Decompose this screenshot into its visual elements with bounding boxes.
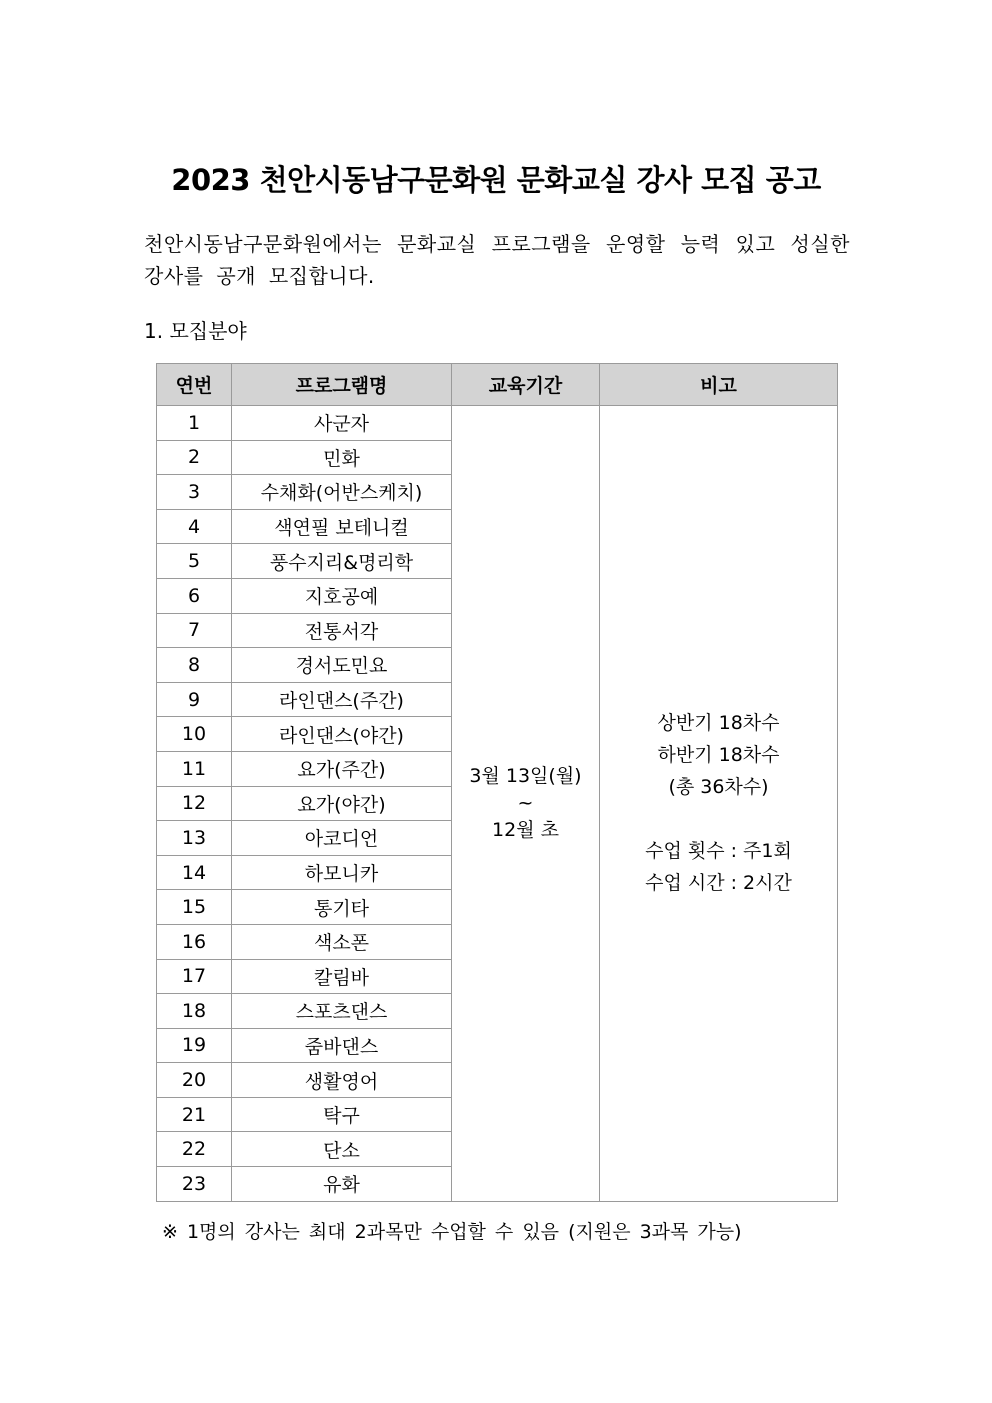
table-body [157,406,838,1202]
row-no: 17 [157,959,232,994]
remarks-second-half: 하반기 18차수 [657,744,780,767]
row-program: 아코디언 [232,821,452,856]
row-program: 사군자 [232,406,452,441]
header-period: 교육기간 [452,364,600,406]
header-program: 프로그램명 [232,364,452,406]
row-no: 6 [157,578,232,613]
row-program: 색연필 보테니컬 [232,509,452,544]
row-program: 풍수지리&명리학 [232,544,452,579]
remarks-frequency: 수업 횟수 : 주1회 [645,840,792,863]
period-separator: ~ [517,792,534,815]
footnote: ※ 1명의 강사는 최대 2과목만 수업할 수 있음 (지원은 3과목 가능) [162,1221,742,1243]
row-no: 11 [157,751,232,786]
row-program: 줌바댄스 [232,1028,452,1063]
period-start: 3월 13일(월) [469,765,582,788]
row-program: 생활영어 [232,1063,452,1098]
page-title: 2023 천안시동남구문화원 문화교실 강사 모집 공고 [171,163,821,197]
row-program: 칼림바 [232,959,452,994]
row-no: 16 [157,924,232,959]
row-no: 1 [157,406,232,441]
row-program: 요가(주간) [232,751,452,786]
row-no: 7 [157,613,232,648]
table-header-row [157,364,838,406]
row-no: 23 [157,1167,232,1202]
remarks-total: (총 36차수) [668,776,769,799]
row-program: 스포츠댄스 [232,994,452,1029]
row-program: 탁구 [232,1097,452,1132]
row-program: 색소폰 [232,924,452,959]
row-no: 22 [157,1132,232,1167]
section-heading-recruitment-fields: 1. 모집분야 [144,319,247,343]
row-no: 13 [157,821,232,856]
row-no: 4 [157,509,232,544]
row-program: 민화 [232,440,452,475]
row-program: 단소 [232,1132,452,1167]
row-no: 21 [157,1097,232,1132]
remarks-cell [600,406,838,1202]
row-program: 유화 [232,1167,452,1202]
row-no: 10 [157,717,232,752]
row-program: 라인댄스(야간) [232,717,452,752]
row-no: 15 [157,890,232,925]
period-end: 12월 초 [492,819,559,842]
row-no: 19 [157,1028,232,1063]
row-no: 5 [157,544,232,579]
education-period-cell [452,406,600,1202]
row-program: 라인댄스(주간) [232,682,452,717]
row-program: 전통서각 [232,613,452,648]
row-program: 통기타 [232,890,452,925]
table-row [157,406,838,441]
row-program: 하모니카 [232,855,452,890]
remarks-spacer [600,803,837,835]
row-program: 지호공예 [232,578,452,613]
row-no: 3 [157,475,232,510]
header-no: 연번 [157,364,232,406]
header-remarks: 비고 [600,364,838,406]
row-no: 8 [157,648,232,683]
row-no: 2 [157,440,232,475]
row-program: 수채화(어반스케치) [232,475,452,510]
row-no: 18 [157,994,232,1029]
row-program: 경서도민요 [232,648,452,683]
row-no: 12 [157,786,232,821]
row-program: 요가(야간) [232,786,452,821]
row-no: 14 [157,855,232,890]
remarks-duration: 수업 시간 : 2시간 [645,872,792,895]
remarks-first-half: 상반기 18차수 [657,712,780,735]
intro-paragraph: 천안시동남구문화원에서는 문화교실 프로그램을 운영할 능력 있고 성실한 강사를 공개 모집합니다. [144,232,850,288]
program-table [156,363,838,1202]
row-no: 9 [157,682,232,717]
row-no: 20 [157,1063,232,1098]
